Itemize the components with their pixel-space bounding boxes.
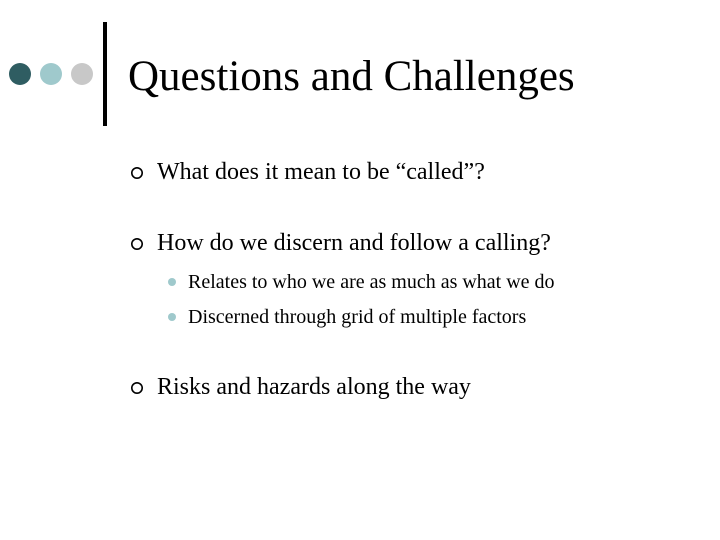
title-divider (103, 22, 107, 126)
filled-dot-bullet-icon (168, 313, 176, 321)
subbullet-text: Relates to who we are as much as what we do (188, 271, 555, 293)
decorative-dots (0, 0, 100, 150)
bullet-text: How do we discern and follow a calling? (157, 230, 551, 256)
slide-title: Questions and Challenges (128, 53, 575, 100)
teal-dot-icon (40, 63, 62, 85)
hollow-circle-bullet-icon (130, 237, 144, 251)
dark-dot-icon (9, 63, 31, 85)
gray-dot-icon (71, 63, 93, 85)
bullet-text: What does it mean to be “called”? (157, 159, 485, 185)
filled-dot-bullet-icon (168, 278, 176, 286)
hollow-circle-bullet-icon (130, 166, 144, 180)
subbullet-text: Discerned through grid of multiple factors (188, 306, 527, 328)
hollow-circle-bullet-icon (130, 381, 144, 395)
bullet-text: Risks and hazards along the way (157, 374, 471, 400)
